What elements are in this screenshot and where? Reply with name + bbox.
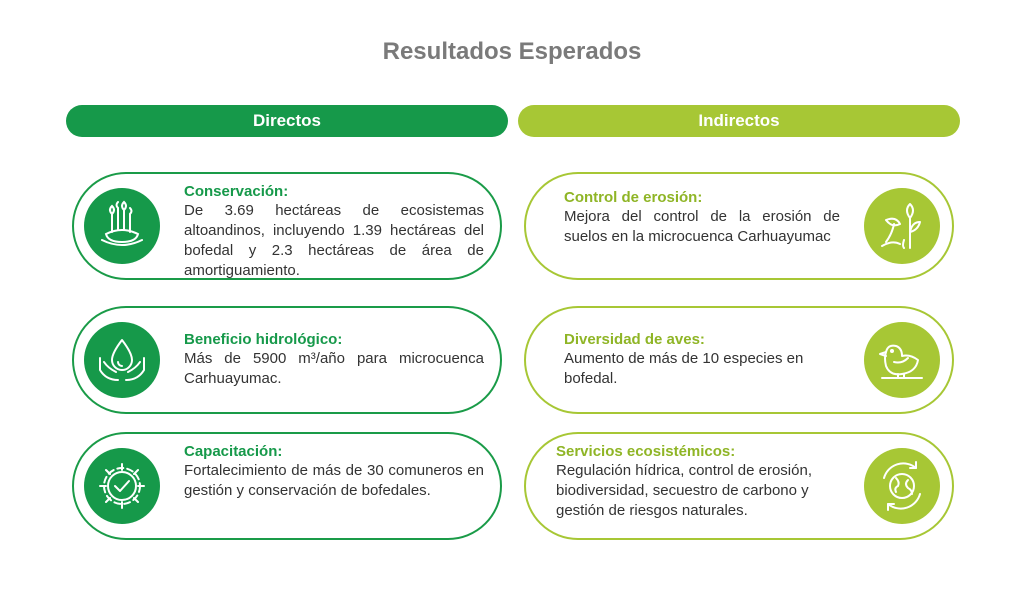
header-indirectos: Indirectos <box>518 105 960 137</box>
card-body: Aumento de más de 10 especies en bofedal. <box>564 350 804 387</box>
bird-icon <box>864 322 940 398</box>
card-title: Beneficio hidrológico: <box>184 331 343 348</box>
plants-icon <box>864 188 940 264</box>
card-title: Capacitación: <box>184 443 283 460</box>
page-title: Resultados Esperados <box>382 38 642 65</box>
card-beneficio-hidrologico <box>72 306 502 414</box>
card-title: Servicios ecosistémicos: <box>556 443 736 460</box>
gear-check-icon <box>84 448 160 524</box>
globe-recycle-icon <box>864 448 940 524</box>
card-title: Diversidad de aves: <box>564 331 705 348</box>
water-drop-hands-icon <box>84 322 160 398</box>
card-control-erosion <box>524 172 954 280</box>
card-body: Más de 5900 m³/año para microcuenca Carhuayumac. <box>184 350 484 387</box>
card-body: Mejora del control de la erosión de suelos en la microcuenca Carhuayumac <box>564 208 840 245</box>
card-body: De 3.69 hectáreas de ecosistemas altoandinos, incluyendo 1.39 hectáreas del bofedal y 2.3 hectáreas de área de amortiguamiento. <box>184 202 484 279</box>
wetland-icon <box>84 188 160 264</box>
card-capacitacion <box>72 432 502 540</box>
card-body: Fortalecimiento de más de 30 comuneros en gestión y conservación de bofedales. <box>184 462 484 499</box>
card-conservacion <box>72 172 502 280</box>
card-diversidad-aves <box>524 306 954 414</box>
card-title: Control de erosión: <box>564 189 703 206</box>
header-directos: Directos <box>66 105 508 137</box>
card-title: Conservación: <box>184 183 289 200</box>
card-servicios-ecosistemicos <box>524 432 954 540</box>
card-body: Regulación hídrica, control de erosión, biodiversidad, secuestro de carbono y gestión de riesgos naturales. <box>556 462 812 519</box>
